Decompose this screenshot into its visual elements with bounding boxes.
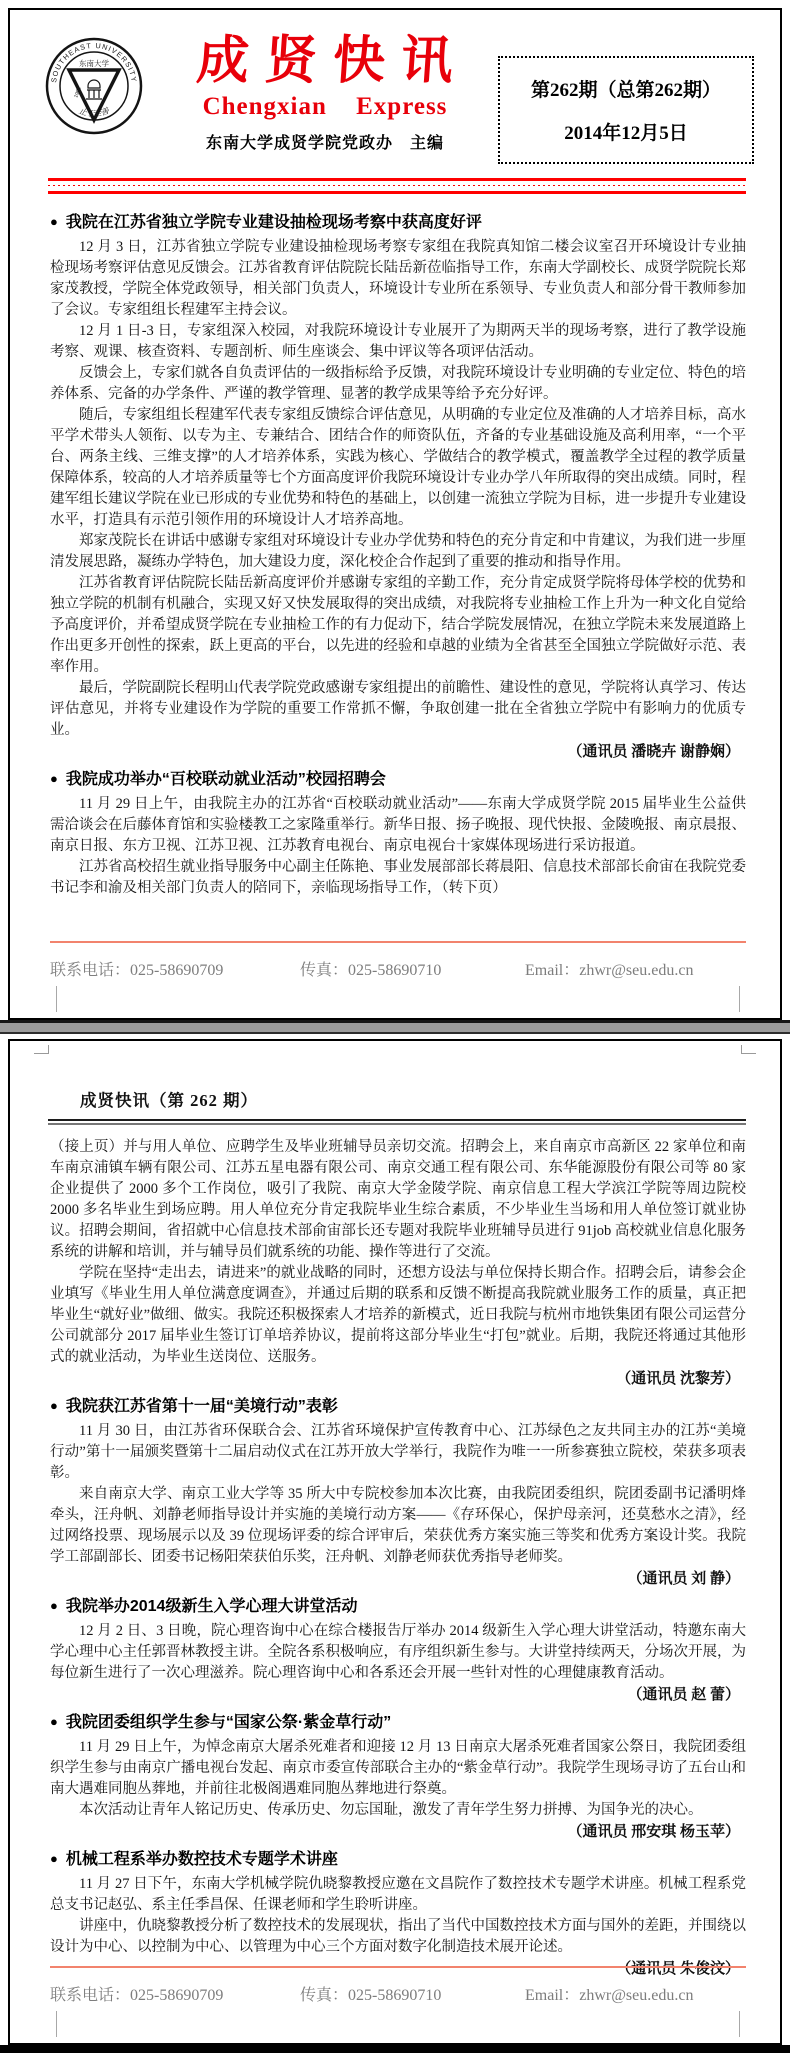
article [50, 1710, 746, 1843]
bullet-icon: ● [50, 214, 58, 229]
page-footer [50, 1966, 746, 2005]
bullet-icon: ● [50, 1714, 58, 1729]
article-continuation [50, 1137, 746, 1390]
margin-crop-mark [741, 1045, 756, 1054]
bullet-icon: ● [50, 1598, 58, 1613]
seal-ring-text: SOUTHEAST UNIVERSITY [49, 40, 139, 84]
article-paragraph: 11 月 30 日，由江苏省环保联合会、江苏省环境保护宣传教育中心、江苏绿色之友共同主办的江苏“美境行动”第十一届颁奖暨第十二届启动仪式在江苏开放大学举行，我院作为唯一一所参赛独立院校，荣获多项表彰。 [50, 1423, 746, 1481]
footer-email: Email：zhwr@seu.edu.cn [525, 962, 694, 979]
masthead-divider-dots [48, 185, 746, 186]
seu-seal-logo [44, 36, 144, 136]
page2-bottom-edge [0, 2045, 790, 2053]
page2-content [50, 1137, 746, 1977]
article-paragraph: 本次活动让青年人铭记历史、传承历史、勿忘国耻，激发了青年学生努力拼搏、为国争光的决心。 [79, 1802, 703, 1818]
seal-year: 1902 [73, 86, 83, 99]
margin-crop-mark [739, 986, 740, 1012]
page-footer [50, 941, 746, 980]
masthead-center [160, 32, 490, 153]
page-gap [0, 1020, 790, 1034]
article-paragraph: 11 月 29 日上午，为悼念南京大屠杀死难者和迎接 12 月 13 日南京大屠杀死难者国家公祭日，我院团委组织学生参与由南京广播电视台发起、南京市委宣传部联合主办的“紫金草行动”。我院学生现场寻访了五台山和南大遇难同胞丛葬地，并前往北极阁遇难同胞丛葬地进行祭奠。 [50, 1739, 746, 1797]
article-byline: （通讯员 刘 静） [627, 1571, 740, 1587]
page1-content [50, 206, 746, 924]
article-paragraph: 最后，学院副院长程明山代表学院党政感谢专家组提出的前瞻性、建设性的意见，学院将认真学习、传达评估意见，并将专业建设作为学院的重要工作常抓不懈，争取创建一批在全省独立学院中有影响力的优质专业。 [50, 680, 746, 738]
seal-motto-text: 止于至善 [77, 106, 111, 119]
page2-header-rule [48, 1119, 746, 1125]
article-title-text: 我院团委组织学生参与“国家公祭·紫金草行动” [65, 1714, 392, 1731]
footer-fax: 传真：025-58690710 [300, 1987, 442, 2004]
article-paragraph: 12 月 3 日，江苏省独立学院专业建设抽检现场考察专家组在我院真知馆二楼会议室召开环境设计专业抽检现场考察评估意见反馈会。江苏省教育评估院院长陆岳新莅临指导工作，东南大学副校长、成贤学院院长郑家茂教授，学院全体党政领导，相关部门负责人，环境设计专业所在系领导、专业负责人和部分骨干教师参加了会议。专家组组长程建军主持会议。 [50, 239, 746, 318]
article [50, 1594, 746, 1706]
article-paragraph: 12 月 2 日、3 日晚，院心理咨询中心在综合楼报告厅举办 2014 级新生入学心理大讲堂活动，特邀东南大学心理中心主任郭晋林教授主讲。全院各系积极响应，有序组织新生参与。大讲堂持续两天，分场次开展，为每位新生进行了一次心理滋养。院心理咨询中心和各系还会开展一些针对性的心理健康教育活动。 [50, 1623, 746, 1681]
page-1 [8, 8, 782, 1020]
article-paragraph: 江苏省高校招生就业指导服务中心副主任陈艳、事业发展部部长蒋晨阳、信息技术部部长俞宙在我院党委书记李和渝及相关部门负责人的陪同下，亲临现场指导工作，（转下页） [50, 859, 746, 896]
article-byline: （通讯员 赵 蕾） [627, 1687, 740, 1703]
newsletter-title: 成贤快讯 [194, 30, 472, 91]
margin-crop-mark [739, 2011, 740, 2037]
margin-crop-mark [34, 1045, 49, 1054]
masthead-divider [48, 178, 746, 194]
article-title-text: 我院在江苏省独立学院专业建设抽检现场考察中获高度好评 [65, 214, 482, 231]
article-paragraph: 讲座中，仇晓黎教授分析了数控技术的发展现状，指出了当代中国数控技术方面与国外的差距，并围绕以设计为中心、以控制为中心、以管理为中心三个方面对数字化制造技术展开论述。 [50, 1918, 746, 1955]
bullet-icon: ● [50, 1851, 58, 1866]
issue-box [498, 56, 754, 164]
publisher-line: 东南大学成贤学院党政办 主编 [205, 135, 444, 152]
article-paragraph: 反馈会上，专家们就各自负责评估的一级指标给予反馈，对我院环境设计专业明确的专业定位、特色的培养体系、完备的办学条件、严谨的教学管理、显著的教学成果等给予充分好评。 [50, 365, 746, 402]
margin-crop-mark [56, 2011, 57, 2037]
article-byline: （通讯员 沈黎芳） [616, 1371, 740, 1387]
article-title [50, 1594, 746, 1619]
article [50, 210, 746, 763]
article-title [50, 1847, 746, 1872]
footer-email: Email：zhwr@seu.edu.cn [525, 1987, 694, 2004]
margin-crop-mark [56, 986, 57, 1012]
article-byline: （通讯员 朱俊汶） [616, 1961, 740, 1977]
article [50, 1394, 746, 1590]
footer-phone: 联系电话：025-58690709 [50, 1987, 224, 2004]
bullet-icon: ● [50, 1398, 58, 1413]
article-paragraph: 江苏省教育评估院院长陆岳新高度评价并感谢专家组的辛勤工作，充分肯定成贤学院将母体学校的优势和独立学院的机制有机融合，实现又好又快发展取得的突出成绩，对我院将专业抽检工作上升为一种文化自觉给予高度评价，并希望成贤学院在专业抽检工作的有力促动下，结合学院发展情况，在独立学院未来发展道路上作出更多开创性的探索，跃上更高的平台，以先进的经验和卓越的业绩为全省甚至全国独立学院做好示范、表率作用。 [50, 575, 746, 675]
article-paragraph: 郑家茂院长在讲话中感谢专家组对环境设计专业办学优势和特色的充分肯定和中肯建议，为我们进一步厘清发展思路，凝练办学特色，加大建设力度，深化校企合作起到了重要的推动和指导作用。 [50, 533, 746, 570]
article-byline: （通讯员 邢安琪 杨玉苹） [567, 1824, 740, 1840]
issue-date: 2014年12月5日 [564, 123, 688, 145]
article-paragraph: 11 月 27 日下午，东南大学机械学院仇晓黎教授应邀在文昌院作了数控技术专题学术讲座。机械工程系党总支书记赵弘、系主任季昌保、任课老师和学生聆听讲座。 [50, 1876, 746, 1913]
article-paragraph: 12 月 1 日-3 日，专家组深入校园，对我院环境设计专业展开了为期两天半的现场考察，进行了教学设施考察、观课、核查资料、专题剖析、师生座谈会、集中评议等各项评估活动。 [50, 323, 746, 360]
article-byline: （通讯员 潘晓卉 谢静娴） [567, 744, 740, 760]
article-title-text: 我院成功举办“百校联动就业活动”校园招聘会 [65, 771, 386, 788]
article-title [50, 767, 746, 792]
article-title-text: 机械工程系举办数控技术专题学术讲座 [65, 1851, 338, 1868]
article [50, 767, 746, 899]
article-title [50, 210, 746, 235]
footer-phone: 联系电话：025-58690709 [50, 962, 224, 979]
page-2 [8, 1039, 782, 2045]
footer-fax: 传真：025-58690710 [300, 962, 442, 979]
article-title [50, 1710, 746, 1735]
article-paragraph: 随后，专家组组长程建军代表专家组反馈综合评估意见，从明确的专业定位及准确的人才培养目标，高水平学术带头人领衔、以专为主、专兼结合、团结合作的师资队伍，齐备的专业基础设施及高利用率，“一个平台、两条主线、三维支撑”的人才培养体系，实践为核心、学做结合的教学模式，覆盖教学全过程的教学质量保障体系，较高的人才培养质量等七个方面高度评价我院环境设计专业办学八年所取得的突出成绩。同时，程建军组长建议学院在业已形成的专业优势和特色的基础上，以创建一流独立学院为目标，进一步提升专业建设水平，打造具有示范引领作用的环境设计人才培养高地。 [50, 407, 746, 528]
article-title-text: 我院举办2014级新生入学心理大讲堂活动 [65, 1598, 358, 1615]
page2-running-header: 成贤快讯（第 262 期） [80, 1091, 258, 1110]
newsletter-title-en: Chengxian Express [202, 93, 448, 120]
seal-pavilion-icon [86, 80, 102, 99]
seal-cn-name: 东南大学 [79, 59, 109, 68]
bullet-icon: ● [50, 771, 58, 786]
article [50, 1847, 746, 1980]
article-paragraph: （接上页）并与用人单位、应聘学生及毕业班辅导员亲切交流。招聘会上，来自南京市高新区 22 家单位和南车南京浦镇车辆有限公司、江苏五星电器有限公司、南京交通工程有限公司、东华能源股份有限公司等 80 家企业提供了 2000 多个工作岗位，吸引了我院、南京大学金陵学院、南京信息工程大学滨江学院等周边院校 2000 多名毕业生到场应聘。用人单位充分肯定我院毕业生综合素质，不少毕业生当场和用人单位签订就业协议。招聘会期间，省招就中心信息技术部俞宙部长还专题对我院毕业班辅导员进行 91job 高校就业信息化服务系统的讲解和培训，并与辅导员们就系统的功能、操作等进行了交流。 [50, 1139, 746, 1260]
masthead [10, 10, 780, 164]
issue-number: 第262期（总第262期） [530, 79, 721, 101]
article-paragraph: 来自南京大学、南京工业大学等 35 所大中专院校参加本次比赛，由我院团委组织，院团委副书记潘明烽牵头，汪舟帆、刘静老师指导设计并实施的美境行动方案——《存环保心，保护母亲河，还莫愁水之清》，经过网络投票、现场展示以及 39 位现场评委的综合评审后，荣获优秀方案实施三等奖和优秀方案设计奖。我院学工部副部长、团委书记杨阳荣获伯乐奖，汪舟帆、刘静老师获优秀指导老师奖。 [50, 1486, 746, 1565]
article-paragraph: 学院在坚持“走出去，请进来”的就业战略的同时，还想方设法与单位保持长期合作。招聘会后，请参会企业填写《毕业生用人单位满意度调查》，并通过后期的联系和反馈不断提高我院就业服务工作的质量，真正把毕业生“就好业”做细、做实。我院还积极探索人才培养的新模式，近日我院与杭州市地铁集团有限公司运营分公司就部分 2017 届毕业生签订订单培养协议，提前将这部分毕业生“打包”就业。后期，我院还将通过其他形式的就业活动，为毕业生送岗位、送服务。 [50, 1265, 746, 1365]
article-title [50, 1394, 746, 1419]
article-paragraph: 11 月 29 日上午，由我院主办的江苏省“百校联动就业活动”——东南大学成贤学院 2015 届毕业生公益供需洽谈会在后藤体育馆和实验楼教工之家隆重举行。新华日报、扬子晚报、现代快报、金陵晚报、南京晨报、南京日报、东方卫视、江苏卫视、江苏教育电视台、南京电视台十家媒体现场进行采访报道。 [50, 796, 746, 854]
article-title-text: 我院获江苏省第十一届“美境行动”表彰 [65, 1398, 338, 1415]
